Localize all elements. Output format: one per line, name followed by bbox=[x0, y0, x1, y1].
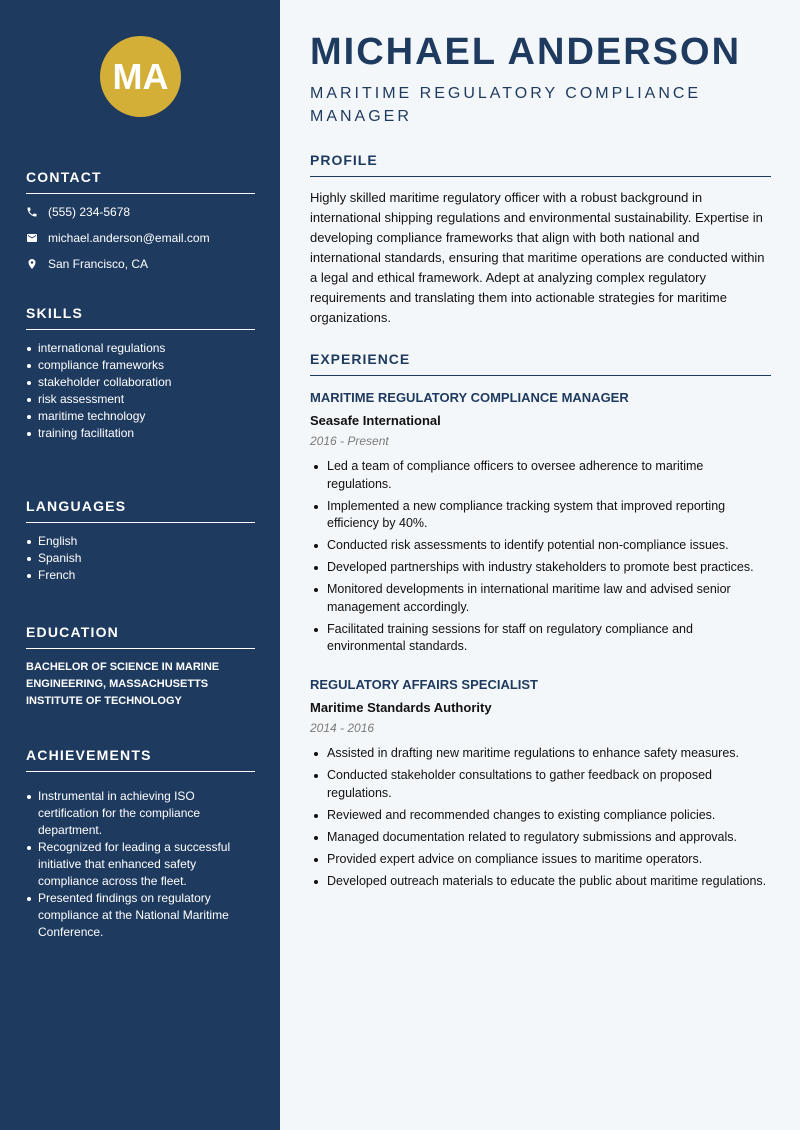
list-item: Facilitated training sessions for staff on regulatory compliance and environmental standards. bbox=[310, 621, 771, 656]
list-item: Presented findings on regulatory compliance at the National Maritime Conference. bbox=[26, 890, 255, 941]
location-icon bbox=[26, 258, 38, 270]
list-item: training facilitation bbox=[26, 425, 255, 442]
list-item: French bbox=[26, 567, 255, 584]
experience-heading: EXPERIENCE bbox=[310, 351, 771, 376]
profile-text: Highly skilled maritime regulatory officer with a robust background in international shipping regulations and environmental sustainability. Expertise in developing compliance frameworks that align with both national and international standards, ensuring that maritime operations are conducted within a legal and ethical framework. Adept at analyzing complex regulatory requirements and translating them into actionable strategies for maritime organizations. bbox=[310, 190, 765, 325]
company-name: Maritime Standards Authority bbox=[310, 700, 492, 715]
languages-list bbox=[26, 533, 255, 584]
candidate-name: MICHAEL ANDERSON bbox=[310, 31, 742, 73]
list-item: Led a team of compliance officers to oversee adherence to maritime regulations. bbox=[310, 458, 771, 493]
phone-text: (555) 234-5678 bbox=[48, 205, 131, 219]
list-item: risk assessment bbox=[26, 391, 255, 408]
list-item: Provided expert advice on compliance issues to maritime operators. bbox=[310, 851, 771, 869]
contact-heading: CONTACT bbox=[26, 169, 255, 194]
list-item: Recognized for leading a successful initiative that enhanced safety compliance across the fleet. bbox=[26, 839, 255, 890]
job-bullets bbox=[310, 458, 771, 660]
contact-phone[interactable] bbox=[26, 205, 130, 219]
location-text: San Francisco, CA bbox=[48, 257, 149, 271]
list-item: Implemented a new compliance tracking system that improved reporting efficiency by 40%. bbox=[310, 498, 771, 533]
list-item: Reviewed and recommended changes to existing compliance policies. bbox=[310, 807, 771, 825]
list-item: Spanish bbox=[26, 550, 255, 567]
skills-list bbox=[26, 340, 255, 442]
job-title: REGULATORY AFFAIRS SPECIALIST bbox=[310, 677, 539, 692]
list-item: Assisted in drafting new maritime regulations to enhance safety measures. bbox=[310, 745, 771, 763]
avatar: MA bbox=[100, 36, 181, 117]
email-icon bbox=[26, 232, 38, 244]
list-item: international regulations bbox=[26, 340, 255, 357]
company-name: Seasafe International bbox=[310, 413, 441, 428]
job-bullets bbox=[310, 745, 771, 895]
job-dates: 2016 - Present bbox=[310, 434, 389, 448]
list-item: Developed outreach materials to educate the public about maritime regulations. bbox=[310, 873, 771, 891]
languages-heading: LANGUAGES bbox=[26, 498, 255, 523]
list-item: Developed partnerships with industry stakeholders to promote best practices. bbox=[310, 559, 771, 577]
education-heading: EDUCATION bbox=[26, 624, 255, 649]
profile-heading: PROFILE bbox=[310, 152, 771, 177]
list-item: compliance frameworks bbox=[26, 357, 255, 374]
achievements-list bbox=[26, 788, 255, 941]
list-item: stakeholder collaboration bbox=[26, 374, 255, 391]
contact-email[interactable] bbox=[26, 231, 210, 245]
list-item: Managed documentation related to regulatory submissions and approvals. bbox=[310, 829, 771, 847]
list-item: English bbox=[26, 533, 255, 550]
education-degree: BACHELOR OF SCIENCE IN MARINE ENGINEERING, MASSACHUSETTS INSTITUTE OF TECHNOLOGY bbox=[26, 661, 220, 707]
list-item: Monitored developments in international maritime law and advised senior management accordingly. bbox=[310, 581, 771, 616]
job-title: MARITIME REGULATORY COMPLIANCE MANAGER bbox=[310, 390, 629, 405]
phone-icon bbox=[26, 206, 38, 218]
list-item: Instrumental in achieving ISO certification for the compliance department. bbox=[26, 788, 255, 839]
job-dates: 2014 - 2016 bbox=[310, 721, 375, 735]
contact-location bbox=[26, 257, 148, 271]
candidate-title: MARITIME REGULATORY COMPLIANCE MANAGER bbox=[310, 85, 702, 125]
sidebar bbox=[0, 0, 280, 1130]
list-item: Conducted stakeholder consultations to gather feedback on proposed regulations. bbox=[310, 767, 771, 802]
achievements-heading: ACHIEVEMENTS bbox=[26, 747, 255, 772]
list-item: maritime technology bbox=[26, 408, 255, 425]
email-text: michael.anderson@email.com bbox=[48, 231, 210, 245]
list-item: Conducted risk assessments to identify potential non-compliance issues. bbox=[310, 537, 771, 555]
skills-heading: SKILLS bbox=[26, 305, 255, 330]
